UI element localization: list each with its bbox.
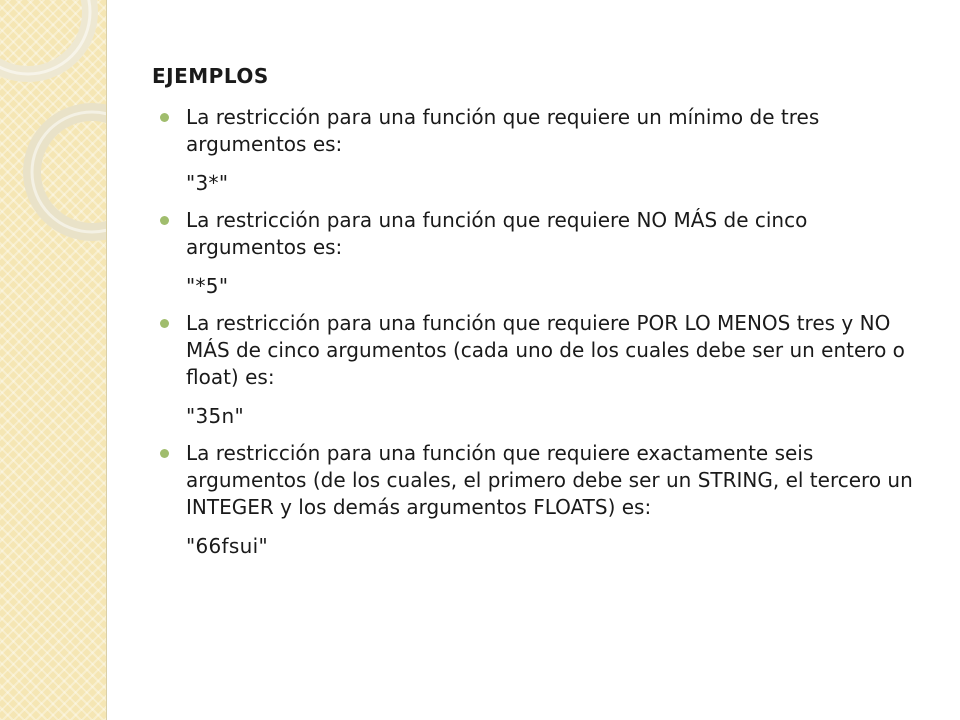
example-item [152, 104, 932, 197]
decorative-sidebar [0, 0, 107, 720]
examples-list [152, 104, 932, 560]
slide-content [152, 62, 932, 570]
ring-shape [0, 0, 90, 74]
ring-shape [32, 112, 106, 232]
example-code: "3*" [186, 171, 229, 195]
example-text: La restricción para una función que requiere POR LO MENOS tres y NO MÁS de cinco argumentos (cada uno de los cuales debe ser un entero o float) es: [186, 311, 905, 389]
example-code: "*5" [186, 274, 229, 298]
example-code: "35n" [186, 404, 245, 428]
ring-decoration-icon [0, 0, 106, 720]
example-item [152, 440, 932, 560]
example-text: La restricción para una función que requiere exactamente seis argumentos (de los cuales, el primero debe ser un STRING, el tercero un INTEGER y los demás argumentos FLOATS) es: [186, 441, 913, 519]
example-code: "66fsui" [186, 534, 268, 558]
example-item [152, 310, 932, 430]
example-text: La restricción para una función que requiere un mínimo de tres argumentos es: [186, 105, 820, 156]
example-item [152, 207, 932, 300]
slide-heading: EJEMPLOS [152, 64, 269, 88]
example-text: La restricción para una función que requiere NO MÁS de cinco argumentos es: [186, 208, 808, 259]
